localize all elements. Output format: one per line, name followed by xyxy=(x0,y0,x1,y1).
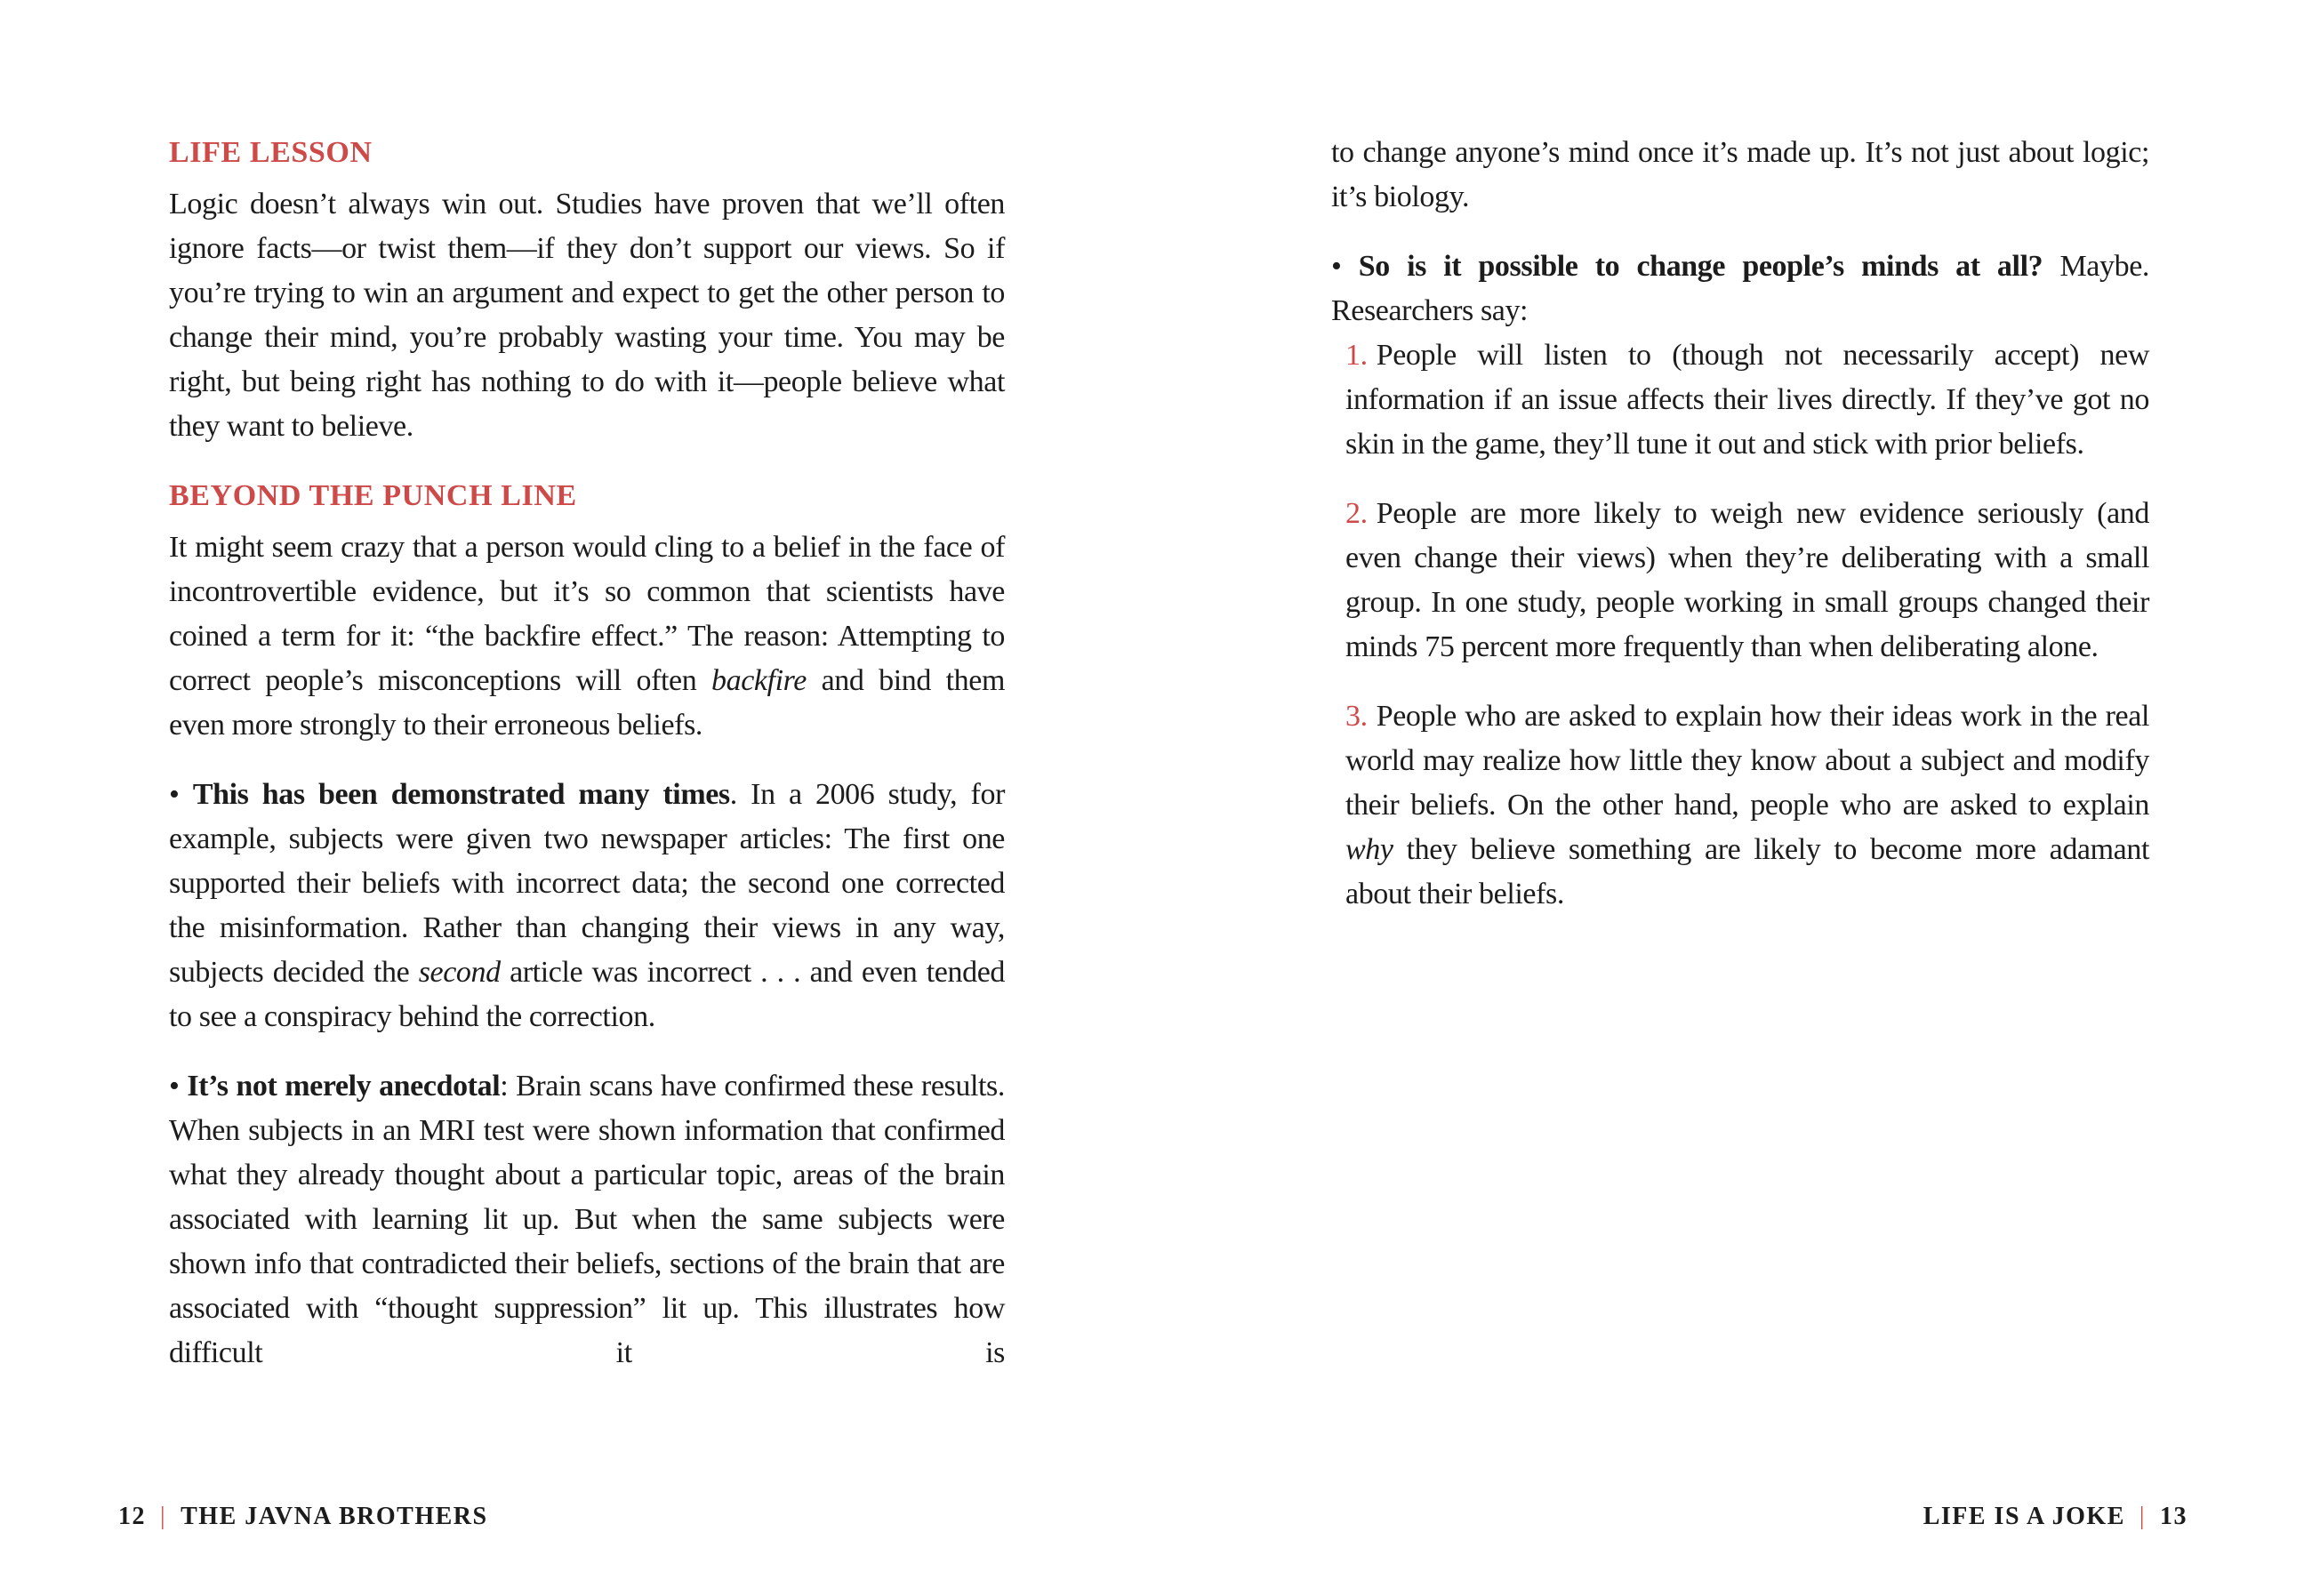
page-left xyxy=(169,131,1005,1375)
text-segment: So is it possible to change people’s minds at all? xyxy=(1358,250,2043,283)
page-number: 13 xyxy=(2160,1503,2188,1530)
footer-separator: | xyxy=(160,1503,167,1530)
text-segment: • xyxy=(169,778,193,811)
bullet-paragraph xyxy=(169,773,1005,1039)
text-segment: : Brain scans have confirmed these results. When subjects in an MRI test were shown information that confirmed what they already thought about a particular topic, areas of the brain associated with learning lit up. But when the same subjects were shown info that contradicted their beliefs, sections of the brain that are associated with “thought suppression” lit up. This illustrates how difficult it is xyxy=(169,1070,1005,1369)
paragraph xyxy=(169,182,1005,449)
life-lesson-heading: LIFE LESSON xyxy=(169,136,373,169)
text-segment: why xyxy=(1345,833,1393,866)
text-segment: second xyxy=(418,956,501,989)
numbered-item xyxy=(1331,333,2149,467)
bullet-paragraph xyxy=(1331,245,2149,333)
book-title: LIFE IS A JOKE xyxy=(1923,1503,2125,1530)
item-text xyxy=(1345,339,2149,461)
text-segment: • xyxy=(1331,250,1359,283)
text-segment: Maybe. Researchers say: xyxy=(1331,250,2149,327)
text-segment: It might seem crazy that a person would cling to a belief in the face of incontrovertible evidence, but it’s so common that scientists have coined a term for it: “the backfire effect.” The reason: Attempting to correct people’s misconceptions will often xyxy=(169,531,1005,697)
bullet-paragraph xyxy=(169,1064,1005,1375)
text-segment: and bind them even more strongly to their erroneous beliefs. xyxy=(169,664,1006,742)
text-segment: Logic doesn’t always win out. Studies have proven that we’ll often ignore facts—or twist them—if they don’t support our views. So if you’re trying to win an argument and expect to get the other person to change their mind, you’re probably wasting your time. You may be right, but being right has nothing to do with it—people believe what they want to believe. xyxy=(169,188,1005,443)
item-text xyxy=(1345,497,2149,663)
text-segment: article was incorrect . . . and even tended to see a conspiracy behind the correction. xyxy=(169,956,1005,1033)
footer-separator: | xyxy=(2139,1503,2146,1530)
item-number: 3. xyxy=(1345,700,1368,733)
item-number: 1. xyxy=(1345,339,1368,372)
item-text xyxy=(1345,700,2149,910)
item-number: 2. xyxy=(1345,497,1368,530)
continuation-paragraph xyxy=(1331,131,2149,220)
numbered-list xyxy=(1331,333,2149,917)
numbered-item xyxy=(1331,694,2149,917)
beyond-the-punch-line-heading: BEYOND THE PUNCH LINE xyxy=(169,479,577,512)
text-segment: • xyxy=(169,1070,188,1103)
page-number: 12 xyxy=(118,1503,146,1530)
footer-left xyxy=(118,1501,488,1533)
text-segment: they believe something are likely to become more adamant about their beliefs. xyxy=(1345,833,2149,910)
footer-right xyxy=(1923,1501,2188,1533)
text-segment: This has been demonstrated many times xyxy=(192,778,730,811)
text-segment: People are more likely to weigh new evidence seriously (and even change their views) when they’re deliberating with a small group. In one study, people working in small groups changed their minds 75 percent more frequently than when deliberating alone. xyxy=(1345,497,2149,663)
text-segment: It’s not merely anecdotal xyxy=(187,1070,501,1103)
text-segment: People who are asked to explain how their ideas work in the real world may realize how little they know about a subject and modify their beliefs. On the other hand, people who are asked to explain xyxy=(1345,700,2149,822)
page-right xyxy=(1331,131,2149,917)
book-author: THE JAVNA BROTHERS xyxy=(181,1503,488,1530)
text-segment: People will listen to (though not necessarily accept) new information if an issue affects their lives directly. If they’ve got no skin in the game, they’ll tune it out and stick with prior beliefs. xyxy=(1345,339,2149,461)
text-segment: . In a 2006 study, for example, subjects were given two newspaper articles: The first one supported their beliefs with incorrect data; the second one corrected the misinformation. Rather than changing their views in any way, subjects decided the xyxy=(169,778,1005,989)
numbered-item xyxy=(1331,492,2149,670)
text-segment: to change anyone’s mind once it’s made up. It’s not just about logic; it’s biology. xyxy=(1331,136,2149,213)
text-segment: backfire xyxy=(711,664,807,697)
paragraph xyxy=(169,525,1005,748)
